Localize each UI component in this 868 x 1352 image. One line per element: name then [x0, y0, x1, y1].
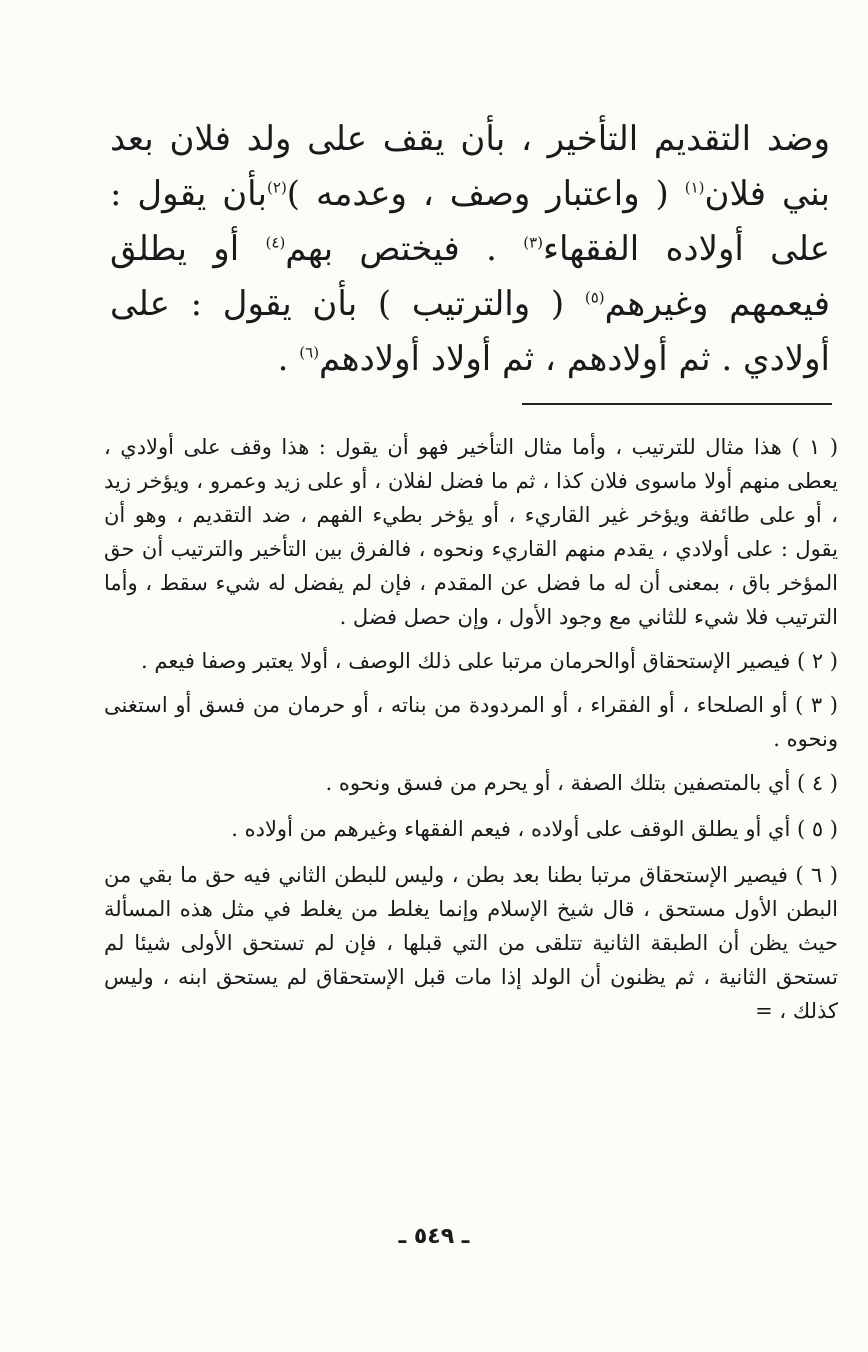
footnote-4: ( ٤ ) أي بالمتصفين بتلك الصفة ، أو يحرم من فسق ونحوه .	[325, 771, 838, 795]
main-text-segment: أولادهم	[319, 339, 421, 379]
footnote-ref-2: (٢)	[267, 178, 287, 197]
main-text-segment: وضد التقديم التأخير ، بأن يقف على ولد فلان بعد بني	[110, 119, 831, 214]
main-text-segment: أو يطلق فيعمهم وغيرهم	[110, 229, 830, 324]
footnote-ref-4: (٤)	[265, 233, 286, 252]
footnote-1: ( ١ ) هذا مثال للترتيب ، وأما مثال التأخير فهو أن يقول : هذا وقف على أولادي ، يعطى منهم أولا ماسوى فلان كذا ، ثم ما فضل لفلان ، أو على زيد وعمرو ، ويؤخر زيد ، أو على طائفة ويؤخر غير القاريء ، أو يؤخر بطيء الفهم ، ضد التقديم ، وهو أن يقول : على أولادي ، يقدم منهم القاريء ونحوه ، فالفرق بين التأخير والترتيب أن حق المؤخر باق ، بمعنى أن له ما فضل عن المقدم ، فإن لم يفضل له شيء سقط ، وأما الترتيب فلا شيء للثاني مع وجود الأول ، وإن حصل فضل .	[104, 435, 839, 629]
footnote-5: ( ٥ ) أي أو يطلق الوقف على أولاده ، فيعم الفقهاء وغيرهم من أولاده .	[231, 817, 838, 841]
main-text-segment: ( واعتبار وصف ، وعدمه )	[286, 174, 669, 214]
footnote-ref-3: (٣)	[523, 233, 544, 252]
footnote-6: ( ٦ ) فيصير الإستحقاق مرتبا بطنا بعد بطن ، وليس للبطن الثاني فيه حق ما بقي من البطن الأول مستحق ، قال شيخ الإسلام وإنما يغلط من يغلط في مثل هذه المسألة حيث يظن أن الطبقة الثانية تتلقى من التي قبلها ، فإن لم تستحق الأولى شيئا لم تستحق الثانية ، ثم يظنون أن الولد إذا مات قبل الإستحقاق لم يستحق ابنه ، وليس كذلك ، =	[104, 863, 838, 1023]
footnotes	[104, 430, 838, 1038]
page-number: ـ ٥٤٩ ـ	[398, 1224, 470, 1249]
main-paragraph	[110, 112, 830, 387]
footnote-3: ( ٣ ) أو الصلحاء ، أو الفقراء ، أو المردودة من بناته ، أو حرمان من فسق أو استغنى ونحوه .	[104, 693, 839, 751]
main-text-segment: . فيختص بهم	[285, 229, 497, 269]
footnote-ref-6: (٦)	[299, 343, 320, 362]
main-text	[110, 112, 830, 387]
main-text-segment: بأن يقول : على أولاده	[110, 174, 831, 269]
footnote-2: ( ٢ ) فيصير الإستحقاق أوالحرمان مرتبا على ذلك الوصف ، أولا يعتبر وصفا فيعم .	[141, 649, 838, 673]
main-text-segment: .	[277, 339, 289, 379]
main-text-segment: ( والترتيب ) بأن يقول : على أولادي . ثم أولادهم ، ثم أولاد	[110, 284, 830, 379]
main-text-segment: الفقهاء	[543, 229, 640, 269]
footnote-ref-5: (٥)	[584, 288, 605, 307]
main-text-segment: فلان	[704, 174, 767, 214]
footnote-ref-1: (١)	[684, 178, 705, 197]
footnote-separator	[522, 403, 832, 405]
